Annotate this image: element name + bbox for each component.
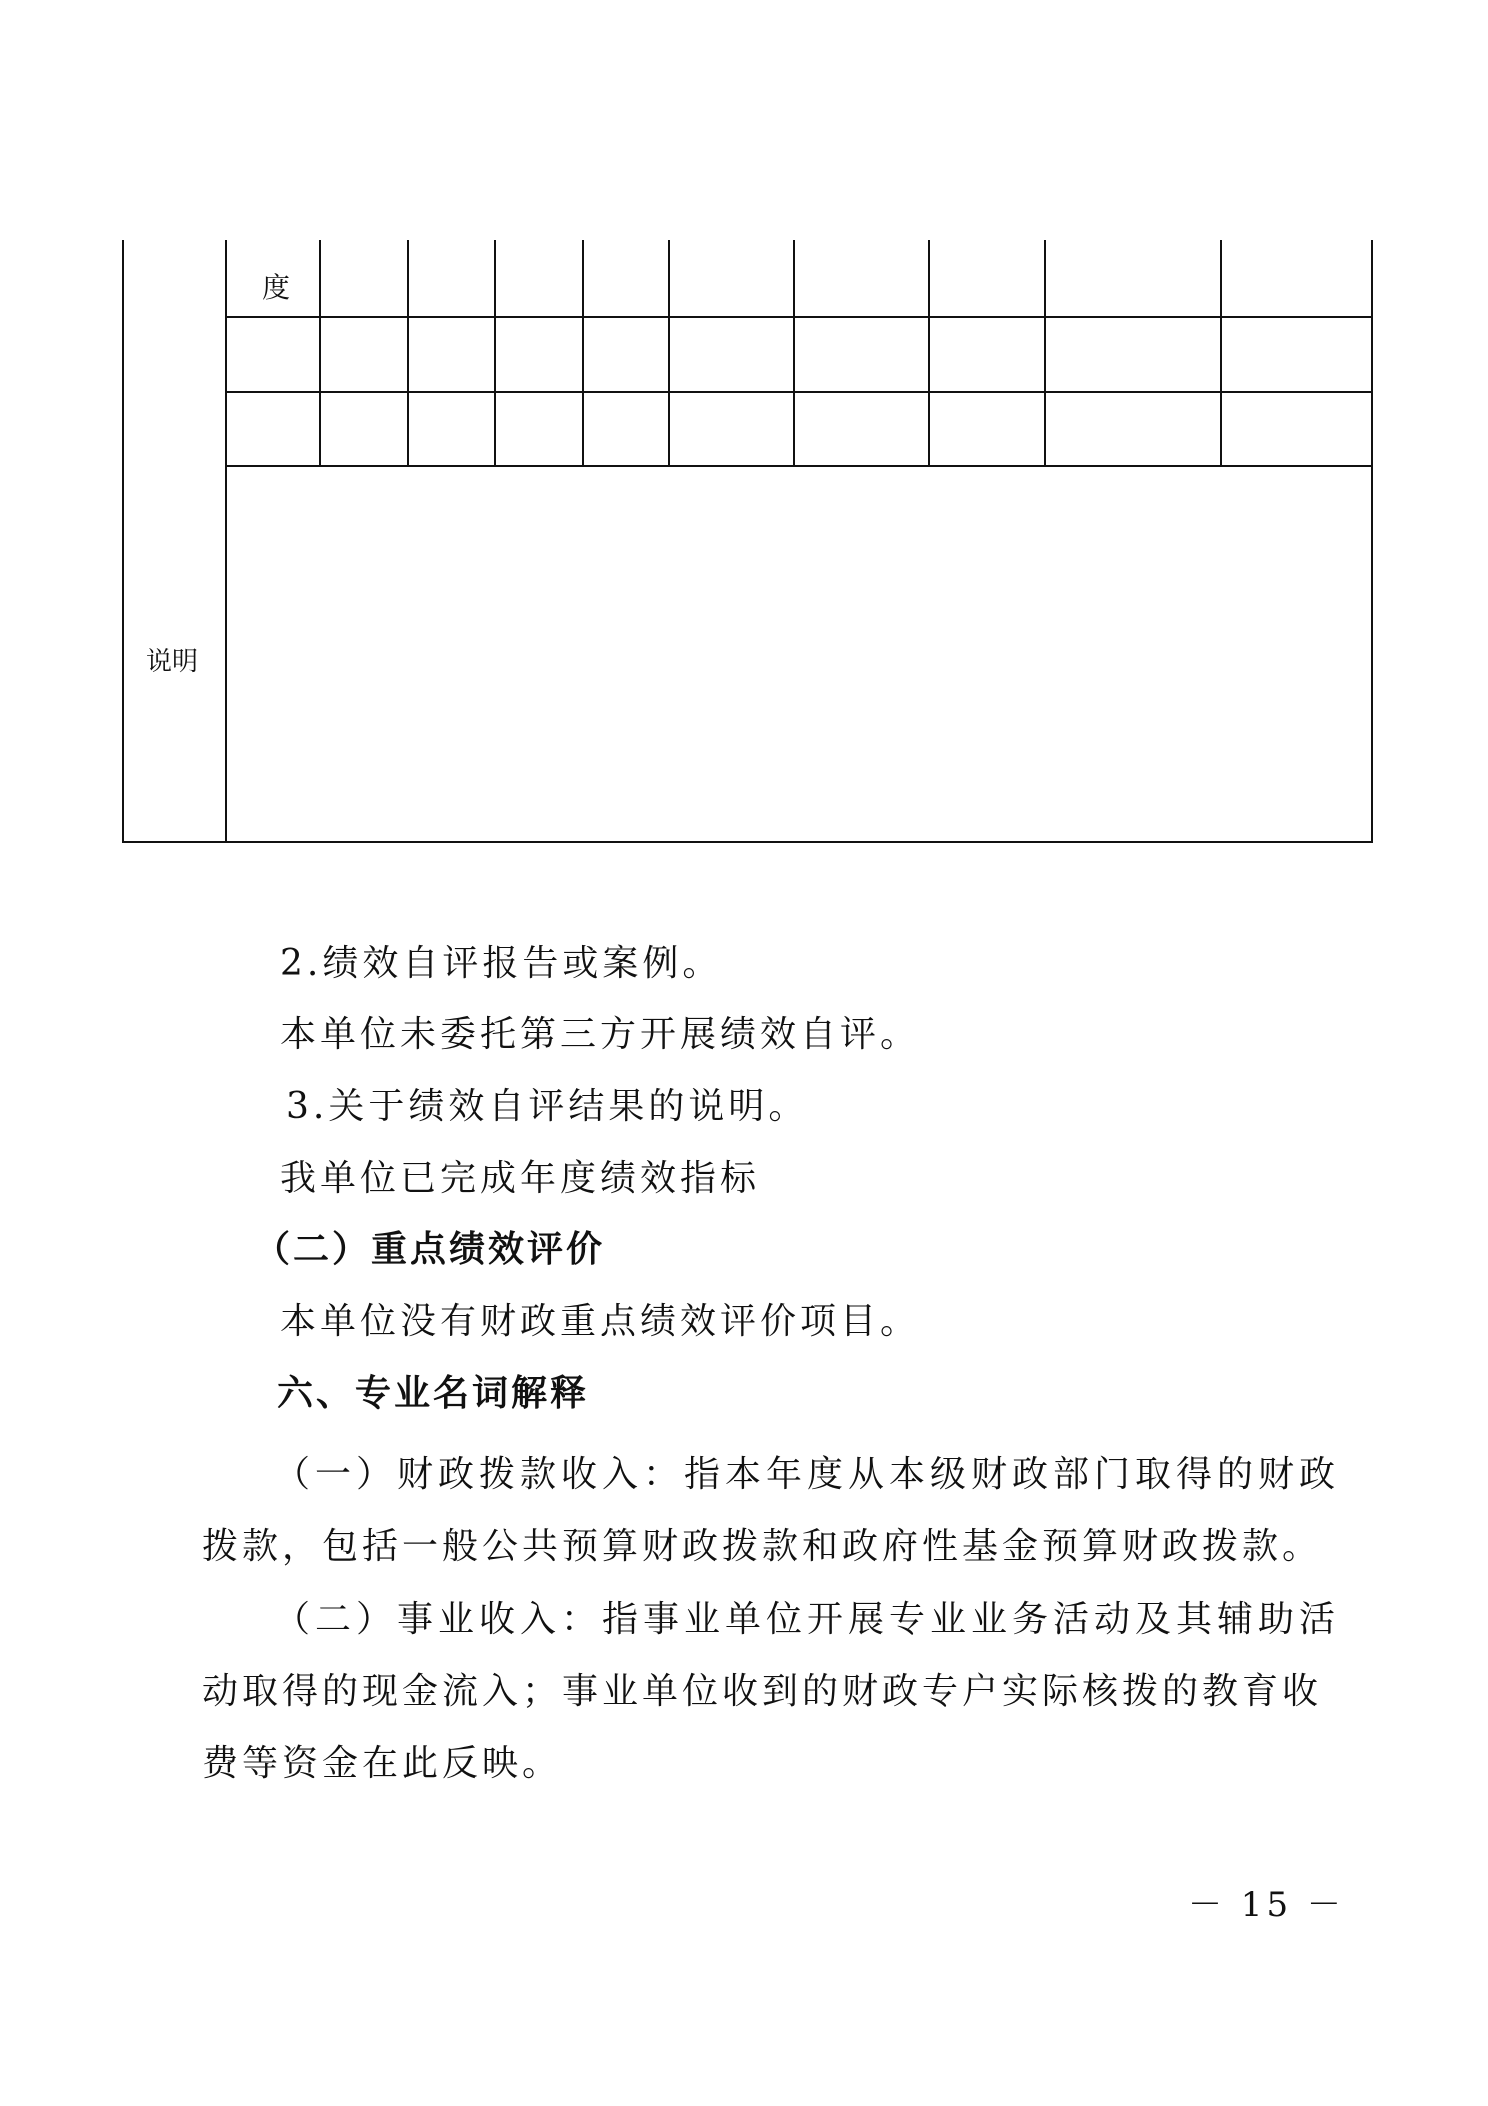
section-heading-key-evaluation: （二）重点绩效评价 [254,1229,606,1270]
glossary-business-income-line3: 费等资金在此反映。 [202,1743,563,1784]
table-col-line [319,240,321,467]
section-heading-glossary: 六、专业名词解释 [277,1373,590,1414]
table-row-line [225,391,1373,393]
table-col-line [793,240,795,467]
table-border-right [1371,240,1373,843]
glossary-fiscal-appropriation-line1: （一）财政拨款收入：指本年度从本级财政部门取得的财政 [274,1454,1341,1495]
glossary-business-income-line1: （二）事业收入：指事业单位开展专业业务活动及其辅助活 [274,1599,1341,1640]
table-col-line [582,240,584,467]
table-col-line [407,240,409,467]
table-col-line [1044,240,1046,467]
table-row-line [225,316,1373,318]
table-col-line [928,240,930,467]
table-col-line [1220,240,1222,467]
paragraph-completed-indicators: 我单位已完成年度绩效指标 [280,1158,761,1199]
paragraph-self-eval-report: 2.绩效自评报告或案例。 [280,943,723,984]
glossary-fiscal-appropriation-line2: 拨款，包括一般公共预算财政拨款和政府性基金预算财政拨款。 [202,1526,1323,1567]
table-col-line [668,240,670,467]
paragraph-no-key-evaluation: 本单位没有财政重点绩效评价项目。 [280,1301,921,1342]
paragraph-no-third-party: 本单位未委托第三方开展绩效自评。 [280,1014,921,1055]
table-border-bottom [122,841,1373,843]
table-col-line [494,240,496,467]
page-number: － 15 － [1188,1885,1345,1925]
paragraph-result-explanation: 3.关于绩效自评结果的说明。 [286,1086,809,1127]
table-label-divider [225,240,227,843]
table-row-line [225,465,1373,467]
notes-row-label: 说明 [146,647,199,677]
table-cell-fragment: 度 [262,271,291,304]
glossary-business-income-line2: 动取得的现金流入；事业单位收到的财政专户实际核拨的教育收 [202,1671,1323,1712]
table-border-left [122,240,124,843]
